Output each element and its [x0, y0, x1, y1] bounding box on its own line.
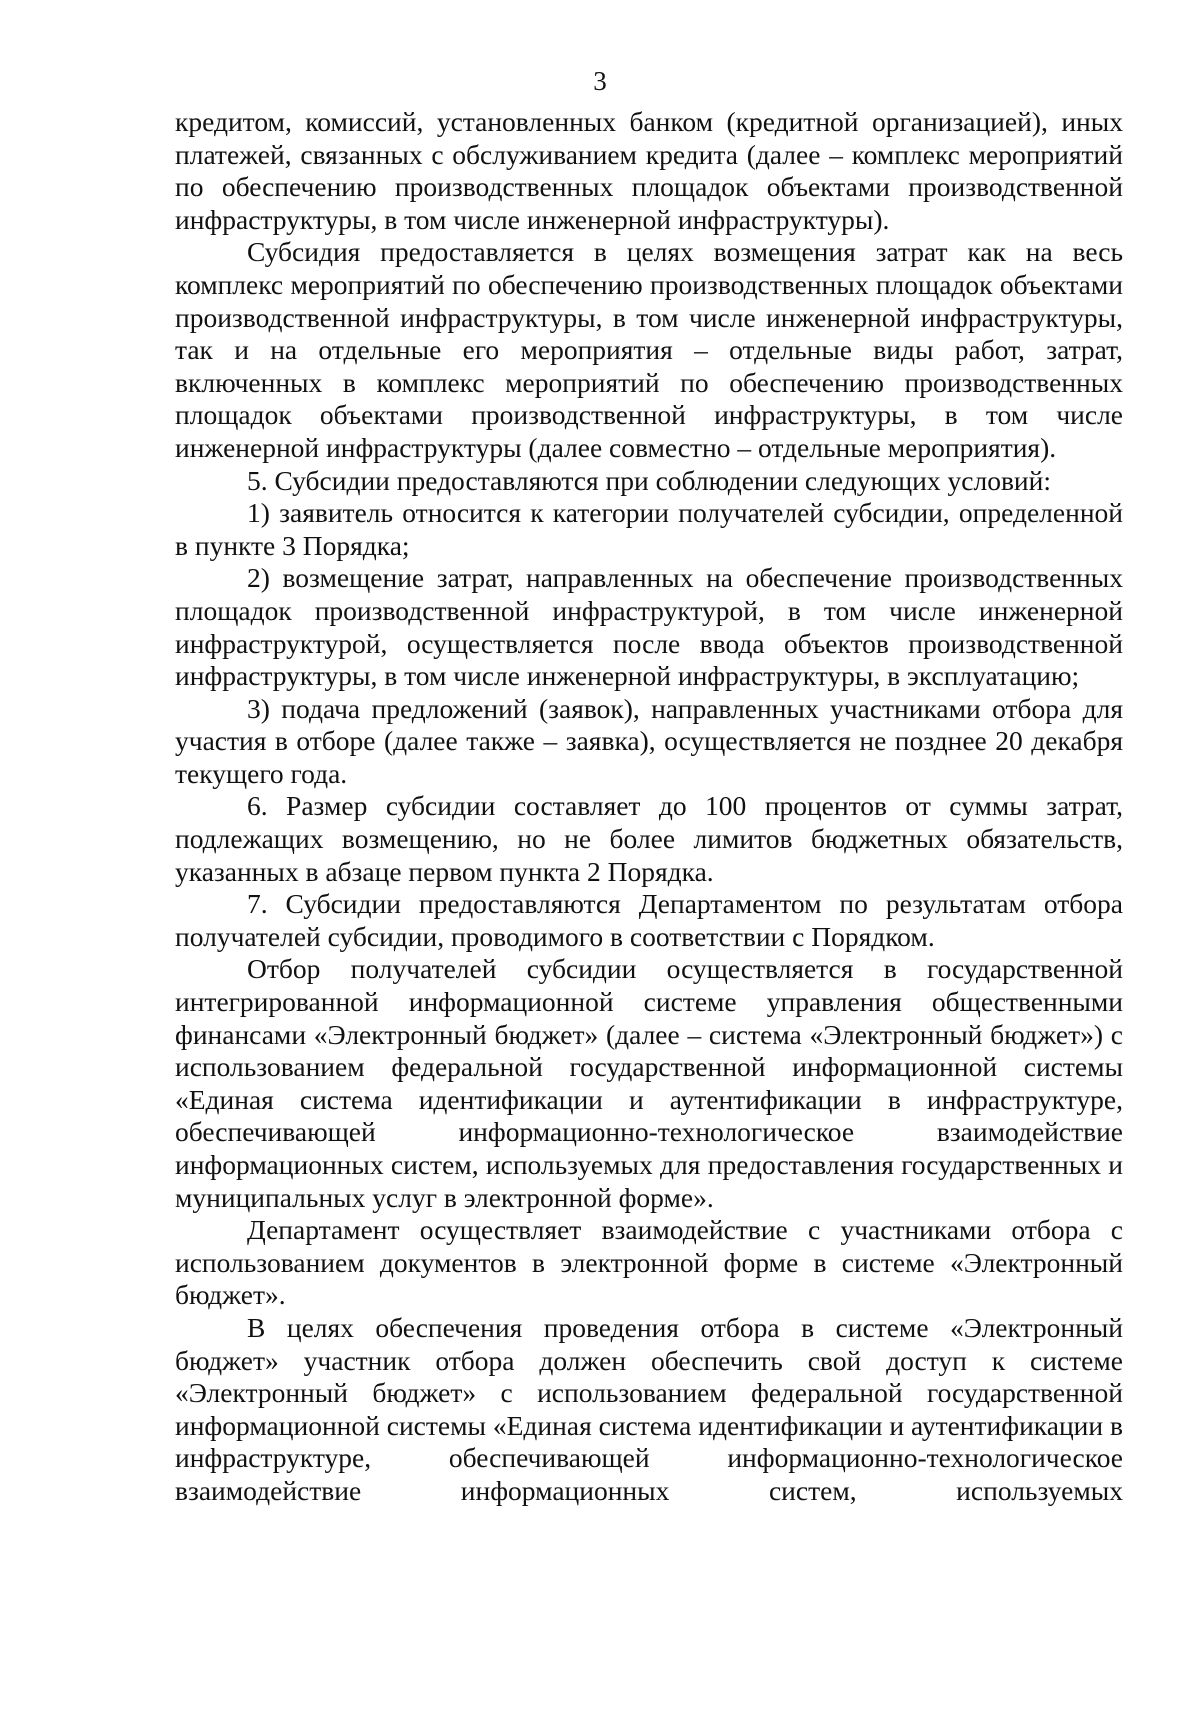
page-number: 3 — [593, 66, 607, 96]
paragraph-department-interaction: Департамент осуществляет взаимодействие с участниками отбора с использованием документов в электронной форме в системе «Электронный бюджет». — [175, 1214, 1123, 1311]
paragraph-item-7: 7. Субсидии предоставляются Департаментом по результатам отбора получателей субсидии, проводимого в соответствии с Порядком. — [175, 888, 1123, 952]
paragraph-item-6: 6. Размер субсидии составляет до 100 процентов от суммы затрат, подлежащих возмещению, но не более лимитов бюджетных обязательств, указанных в абзаце первом пункта 2 Порядка. — [175, 790, 1123, 887]
paragraph-item-5-2: 2) возмещение затрат, направленных на обеспечение производственных площадок производственной инфраструктурой, в том числе инженерной инфраструктурой, осуществляется после ввода объектов производственной инфраструктуры, в том числе инженерной инфраструктуры, в эксплуатацию; — [175, 562, 1123, 692]
paragraph-continuation: кредитом, комиссий, установленных банком (кредитной организацией), иных платежей, связанных с обслуживанием кредита (далее – комплекс мероприятий по обеспечению производственных площадок объектами производственной инфраструктуры, в том числе инженерной инфраструктуры). — [175, 106, 1123, 235]
paragraph-participant-access: В целях обеспечения проведения отбора в системе «Электронный бюджет» участник отбора должен обеспечить свой доступ к системе «Электронный бюджет» с использованием федеральной государственной информационной системы «Единая система идентификации и аутентификации в инфраструктуре, обеспечивающей информационно-технологическое взаимодействие информационных систем, используемых — [175, 1311, 1123, 1506]
paragraph-selection-system: Отбор получателей субсидии осуществляется в государственной интегрированной информационной системе управления общественными финансами «Электронный бюджет» (далее – система «Электронный бюджет») с использованием федеральной государственной информационной системы «Единая система идентификации и аутентификации в инфраструктуре, обеспечивающей информационно-технологическое взаимодействие информационных систем, используемых для предоставления государственных и муниципальных услуг в электронной форме». — [175, 953, 1123, 1213]
paragraph-item-5-3: 3) подача предложений (заявок), направленных участниками отбора для участия в отборе (далее также – заявка), осуществляется не позднее 20 декабря текущего года. — [175, 692, 1123, 789]
paragraph-item-5: 5. Субсидии предоставляются при соблюдении следующих условий: — [247, 464, 1051, 496]
document-body — [175, 106, 1123, 1508]
paragraph-subsidy-purpose: Субсидия предоставляется в целях возмещения затрат как на весь комплекс мероприятий по обеспечению производственных площадок объектами производственной инфраструктуры, в том числе инженерной инфраструктуры, так и на отдельные его мероприятия – отдельные виды работ, затрат, включенных в комплекс мероприятий по обеспечению производственных площадок объектами производственной инфраструктуры, в том числе инженерной инфраструктуры (далее совместно – отдельные мероприятия). — [175, 236, 1123, 463]
paragraph-item-5-1: 1) заявитель относится к категории получателей субсидии, определенной в пункте 3 Порядка; — [175, 497, 1123, 561]
